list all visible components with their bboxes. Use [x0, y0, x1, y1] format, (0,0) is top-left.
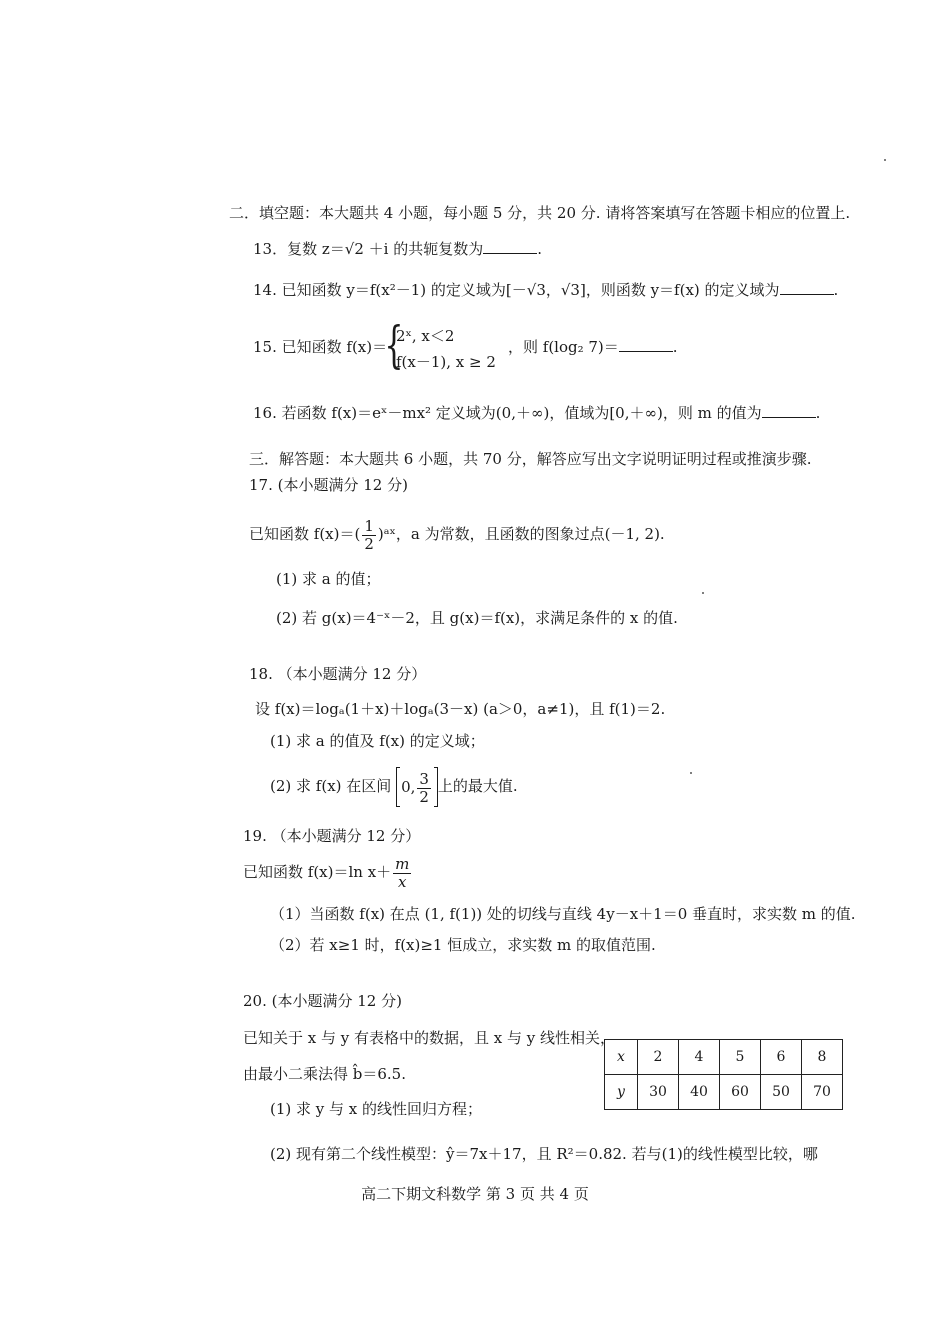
fraction-m-over-x: $\frac{m}{x}$: [395, 854, 410, 891]
scan-speck: [690, 772, 692, 774]
question-17-title: 17. (本小题满分 12 分): [249, 476, 408, 494]
table-cell: 6: [761, 1040, 802, 1075]
question-15-suffix: ，则 f(log₂ 7)＝: [508, 338, 619, 356]
answer-blank-13: [483, 239, 537, 254]
question-19-part-1: （1）当函数 f(x) 在点 (1, f(1)) 处的切线与直线 4y－x＋1＝0 垂直时，求实数 m 的值.: [270, 905, 856, 923]
table-header-y: y: [605, 1075, 638, 1110]
question-14-text: 14. 已知函数 y＝f(x²－1) 的定义域为[－√3，√3]，则函数 y＝f(x) 的定义域为: [253, 281, 780, 299]
piecewise-case-1: 2ˣ, x＜2: [396, 327, 455, 345]
question-15: [253, 337, 387, 357]
table-cell: 70: [802, 1075, 843, 1110]
table-cell: 8: [802, 1040, 843, 1075]
answer-blank-15: [619, 337, 673, 352]
table-row-y: [605, 1075, 843, 1110]
table-header-x: x: [605, 1040, 638, 1075]
question-17-part-1: (1) 求 a 的值；: [276, 570, 381, 588]
question-16-text: 16. 若函数 f(x)＝eˣ－mx² 定义域为(0,＋∞)，值域为[0,＋∞)，则 m 的值为: [253, 404, 762, 422]
question-20-title: 20. (本小题满分 12 分): [243, 992, 402, 1010]
answer-blank-16: [762, 403, 816, 418]
scan-speck: [884, 159, 886, 161]
question-18-part-2: (2) 求 f(x) 在区间 0, $\frac{3}{2}$ 上的最大值.: [270, 766, 518, 807]
question-19-part-2: （2）若 x≥1 时，f(x)≥1 恒成立，求实数 m 的取值范围.: [270, 936, 656, 954]
xy-data-table: [604, 1039, 843, 1110]
piecewise-definition: [384, 318, 524, 378]
fraction-three-halves: $\frac{3}{2}$: [419, 769, 429, 806]
question-20-stem-1: 已知关于 x 与 y 有表格中的数据，且 x 与 y 线性相关，: [243, 1029, 616, 1047]
question-19-stem: 已知函数 f(x)＝ln x＋ $\frac{m}{x}$: [243, 854, 410, 891]
question-18-part-1: (1) 求 a 的值及 f(x) 的定义域；: [270, 732, 485, 750]
table-cell: 40: [679, 1075, 720, 1110]
question-20-stem-2: 由最小二乘法得 b̂＝6.5.: [243, 1065, 406, 1083]
page-footer: 高二下期文科数学 第 3 页 共 4 页: [361, 1185, 589, 1203]
fraction-one-half: $\frac{1}{2}$: [364, 516, 374, 553]
question-14: 14. 已知函数 y＝f(x²－1) 的定义域为[－√3，√3]，则函数 y＝f(x) 的定义域为 .: [253, 281, 839, 299]
table-cell: 50: [761, 1075, 802, 1110]
table-cell: 4: [679, 1040, 720, 1075]
scan-speck: [702, 592, 704, 594]
closed-interval: 0, $\frac{3}{2}$: [396, 767, 438, 807]
question-16: 16. 若函数 f(x)＝eˣ－mx² 定义域为(0,＋∞)，值域为[0,＋∞)，则 m 的值为 .: [253, 404, 821, 422]
left-brace: {: [384, 316, 404, 374]
question-18-title: 18. （本小题满分 12 分）: [249, 665, 427, 683]
question-19-title: 19. （本小题满分 12 分）: [243, 827, 421, 845]
question-15-prefix: 15. 已知函数 f(x)＝: [253, 338, 388, 356]
table-cell: 60: [720, 1075, 761, 1110]
table-cell: 2: [638, 1040, 679, 1075]
section-3-heading: 三．解答题：本大题共 6 小题，共 70 分，解答应写出文字说明证明过程或推演步骤.: [249, 450, 812, 468]
table-cell: 30: [638, 1075, 679, 1110]
answer-blank-14: [780, 280, 834, 295]
question-15-tail: ，则 f(log₂ 7)＝ .: [508, 338, 678, 356]
question-13: 13．复数 z＝√2 ＋i 的共轭复数为 .: [253, 240, 542, 258]
question-13-text: 13．复数 z＝√2 ＋i 的共轭复数为: [253, 240, 484, 258]
question-20-part-1: (1) 求 y 与 x 的线性回归方程；: [270, 1100, 483, 1118]
section-2-heading: 二．填空题：本大题共 4 小题，每小题 5 分，共 20 分. 请将答案填写在答题卡相应的位置上.: [229, 204, 851, 222]
question-18-stem: 设 f(x)＝logₐ(1＋x)＋logₐ(3－x) (a＞0，a≠1)，且 f(1)＝2.: [255, 700, 666, 718]
piecewise-case-2: f(x－1), x ≥ 2: [396, 353, 496, 371]
table-cell: 5: [720, 1040, 761, 1075]
question-17-part-2: (2) 若 g(x)＝4⁻ˣ－2，且 g(x)＝f(x)，求满足条件的 x 的值.: [276, 609, 678, 627]
table-row-x: [605, 1040, 843, 1075]
question-17-stem: 已知函数 f(x)＝( $\frac{1}{2}$ )ᵃˣ，a 为常数，且函数的图象过点(－1, 2).: [249, 516, 665, 553]
question-20-part-2: (2) 现有第二个线性模型：ŷ＝7x＋17，且 R²＝0.82. 若与(1)的线性模型比较，哪: [270, 1145, 818, 1163]
